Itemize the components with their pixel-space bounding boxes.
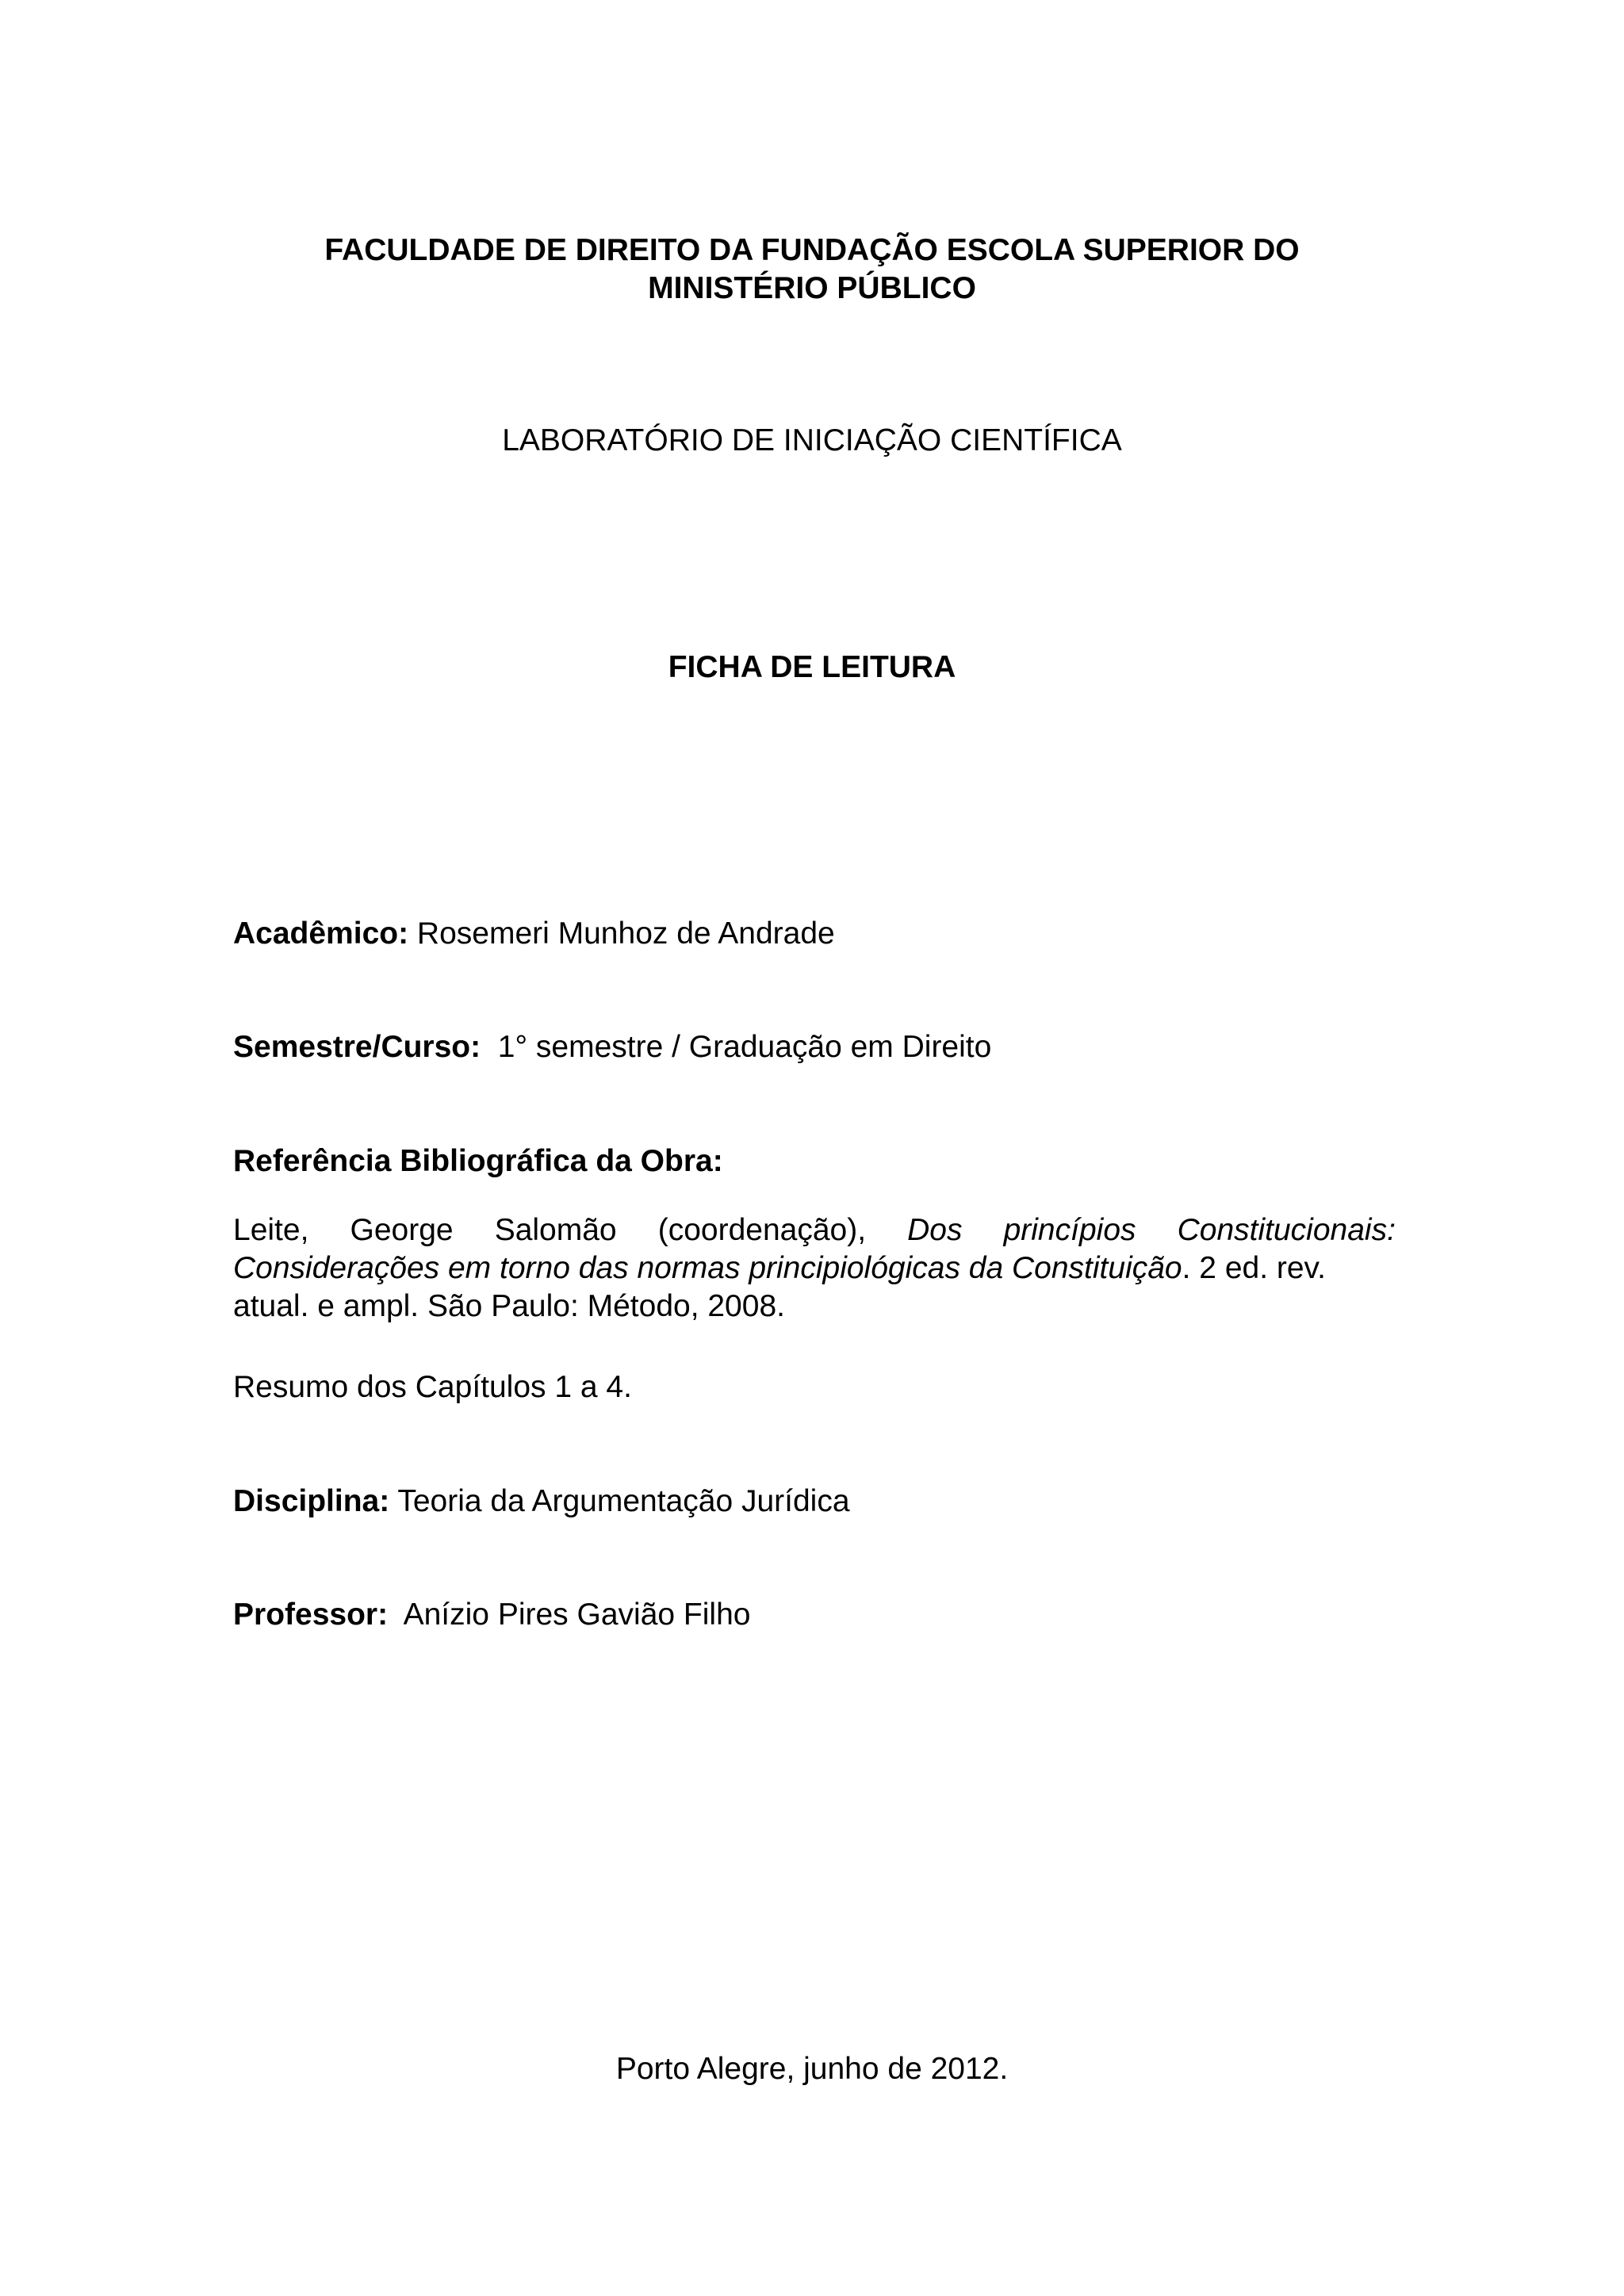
- resumo-text: Resumo dos Capítulos 1 a 4.: [233, 1370, 632, 1404]
- ref-word: Leite,: [233, 1213, 309, 1247]
- document-title: FICHA DE LEITURA: [668, 650, 956, 684]
- professor-value: Anízio Pires Gavião Filho: [403, 1598, 751, 1632]
- professor-label: Professor:: [233, 1598, 389, 1632]
- referencia-paragraph: [233, 1211, 1396, 1326]
- institution-line-2: MINISTÉRIO PÚBLICO: [648, 271, 976, 305]
- ref-word: George: [350, 1213, 454, 1247]
- referencia-heading: [233, 1142, 723, 1181]
- semestre-field: [233, 1028, 991, 1066]
- institution-line-1: FACULDADE DE DIREITO DA FUNDAÇÃO ESCOLA SUPERIOR DO: [324, 233, 1300, 267]
- academico-label: Acadêmico:: [233, 916, 409, 951]
- referencia-label: Referência Bibliográfica da Obra:: [233, 1144, 723, 1178]
- disciplina-label: Disciplina:: [233, 1484, 390, 1518]
- semestre-label: Semestre/Curso:: [233, 1030, 481, 1064]
- disciplina-value: Teoria da Argumentação Jurídica: [397, 1484, 850, 1518]
- referencia-line-2: [233, 1249, 1396, 1288]
- ref-italic-word: princípios: [1003, 1213, 1136, 1247]
- academico-value: Rosemeri Munhoz de Andrade: [416, 916, 835, 951]
- ref-italic-word: Dos: [907, 1213, 963, 1247]
- laboratory-title: LABORATÓRIO DE INICIAÇÃO CIENTÍFICA: [502, 423, 1122, 457]
- semestre-value: 1° semestre / Graduação em Direito: [497, 1030, 992, 1064]
- professor-field: [233, 1596, 750, 1634]
- referencia-line-3: atual. e ampl. São Paulo: Método, 2008.: [233, 1289, 785, 1323]
- academico-field: [233, 915, 835, 953]
- footer-place-date: Porto Alegre, junho de 2012.: [615, 2052, 1009, 2086]
- ref-word: (coordenação),: [657, 1213, 867, 1247]
- ref-edition: . 2 ed. rev.: [1182, 1251, 1326, 1285]
- ref-work-subtitle: Considerações em torno das normas principiológicas da Constituição: [233, 1251, 1182, 1285]
- ref-word: Salomão: [494, 1213, 617, 1247]
- referencia-line-1: [233, 1211, 1396, 1249]
- ref-italic-word: Constitucionais:: [1177, 1213, 1396, 1247]
- disciplina-field: [233, 1483, 850, 1521]
